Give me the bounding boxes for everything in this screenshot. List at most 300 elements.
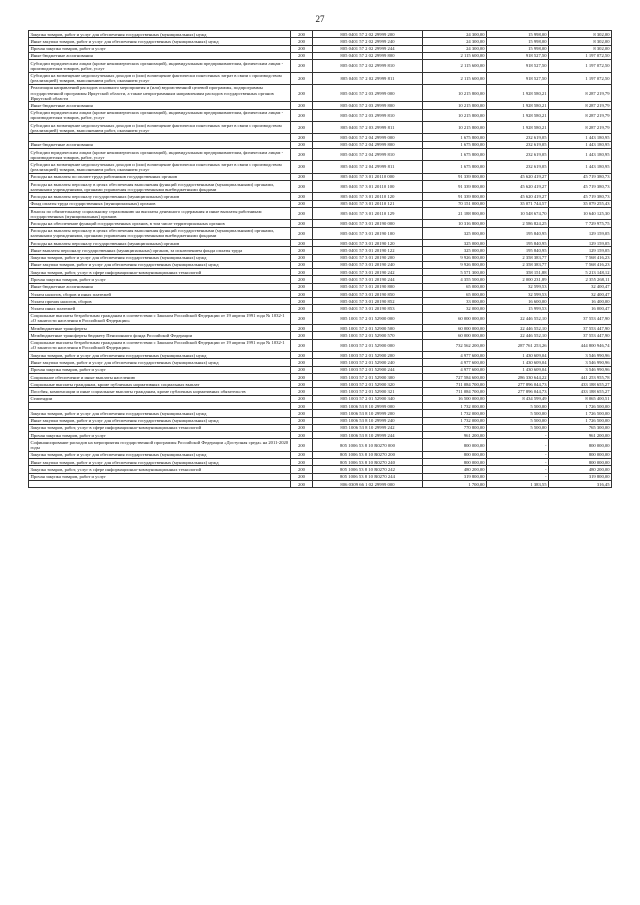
row-line-code-cell: 200 <box>291 45 313 52</box>
row-name-cell: Закупка товаров, работ и услуг для обеспечения государственных (муниципальных) нужд <box>29 31 291 38</box>
table-row <box>29 141 612 148</box>
row-name-cell: Субсидии на возмещение недополученных доходов и (или) возмещение фактически понесенных затрат в связи с производством (реализацией) товаров, выполнением работ, оказанием услуг <box>29 72 291 84</box>
row-budget-code-cell: 805 1001 57 2 01 52900 500 <box>313 325 423 332</box>
row-budget-code-cell: 805 0401 57 2 03 29999 000 <box>313 84 423 101</box>
row-approved-amount-cell: 91 339 800,00 <box>423 193 487 200</box>
row-budget-code-cell: 805 0401 57 2 02 29999 244 <box>313 45 423 52</box>
row-name-cell: Уплата налогов, сборов и иных платежей <box>29 290 291 297</box>
row-line-code-cell: 200 <box>291 332 313 339</box>
row-remaining-amount-cell: 7 568 416,23 <box>549 254 612 261</box>
row-line-code-cell: 200 <box>291 290 313 297</box>
row-remaining-amount-cell: 8 287 219,79 <box>549 84 612 101</box>
table-row <box>29 480 612 487</box>
row-approved-amount-cell: 70 151 000,00 <box>423 200 487 207</box>
row-name-cell: Иные закупки товаров, работ и услуг для обеспечения государственных (муниципальных) нужд <box>29 261 291 268</box>
row-remaining-amount-cell: 8 302,00 <box>549 38 612 45</box>
row-line-code-cell: 200 <box>291 109 313 121</box>
row-line-code-cell: 200 <box>291 84 313 101</box>
row-name-cell: Взносы по обязательному социальному страхованию на выплаты денежного содержания и иные выплаты работникам государственных (муниципальных) органов <box>29 207 291 219</box>
row-name-cell: Прочая закупка товаров, работ и услуг <box>29 45 291 52</box>
row-name-cell: Реализация направлений расходов основного мероприятия и (или) ведомственной целевой программы, подпрограммы государственной программы Иркутской области, а также непрограммным направлениям расходов государственных органов Иркутской области <box>29 84 291 101</box>
table-row <box>29 283 612 290</box>
row-budget-code-cell: 805 1003 57 2 01 52900 200 <box>313 352 423 359</box>
table-row <box>29 459 612 466</box>
row-approved-amount-cell: 1 732 000,00 <box>423 410 487 417</box>
row-name-cell: Субсидии юридическим лицам (кроме некоммерческих организаций), индивидуальным предпринимателям, физическим лицам - производителям товаров, работ, услуг <box>29 148 291 160</box>
row-executed-amount-cell: 15 999,53 <box>487 305 549 312</box>
table-row <box>29 239 612 246</box>
row-budget-code-cell: 805 0401 57 2 02 29999 810 <box>313 60 423 72</box>
row-executed-amount-cell: 15 998,00 <box>487 45 549 52</box>
table-row <box>29 109 612 121</box>
row-budget-code-cell: 805 1003 57 2 01 52900 300 <box>313 373 423 380</box>
row-approved-amount-cell: 24 300,00 <box>423 38 487 45</box>
row-line-code-cell: 200 <box>291 72 313 84</box>
row-name-cell: Закупка товаров, работ и услуг для обеспечения государственных (муниципальных) нужд <box>29 451 291 458</box>
row-approved-amount-cell: 91 339 800,00 <box>423 180 487 192</box>
table-row <box>29 312 612 324</box>
row-remaining-amount-cell: 35 079 255,43 <box>549 200 612 207</box>
row-budget-code-cell: 805 0401 57 2 03 29999 800 <box>313 102 423 109</box>
row-budget-code-cell: 805 0401 57 2 02 29999 240 <box>313 38 423 45</box>
row-remaining-amount-cell: 7 729 975,75 <box>549 220 612 227</box>
table-row <box>29 200 612 207</box>
row-line-code-cell: 200 <box>291 161 313 173</box>
table-row <box>29 45 612 52</box>
row-remaining-amount-cell: 37 553 447,90 <box>549 312 612 324</box>
row-approved-amount-cell: 9 926 800,00 <box>423 254 487 261</box>
row-executed-amount-cell: 232 619,05 <box>487 161 549 173</box>
row-executed-amount-cell: 1 430 609,04 <box>487 359 549 366</box>
row-approved-amount-cell: 480 200,00 <box>423 466 487 473</box>
row-remaining-amount-cell: 8 287 219,79 <box>549 122 612 134</box>
row-approved-amount-cell: 2 115 600,00 <box>423 72 487 84</box>
row-approved-amount-cell: 800 000,00 <box>423 459 487 466</box>
row-executed-amount-cell: 15 998,00 <box>487 31 549 38</box>
row-name-cell: Иные закупки товаров, работ и услуг для обеспечения государственных (муниципальных) нужд <box>29 38 291 45</box>
table-row <box>29 84 612 101</box>
row-line-code-cell: 200 <box>291 451 313 458</box>
row-budget-code-cell: 805 0401 57 3 01 20190 853 <box>313 305 423 312</box>
row-remaining-amount-cell: 8 065 400,51 <box>549 395 612 402</box>
row-remaining-amount-cell: 1 726 500,00 <box>549 403 612 410</box>
page-number: 27 <box>315 14 325 24</box>
row-name-cell: Иные закупки товаров, работ и услуг для обеспечения государственных (муниципальных) нужд <box>29 417 291 424</box>
row-approved-amount-cell: 16 500 000,00 <box>423 395 487 402</box>
row-executed-amount-cell: 22 446 552,10 <box>487 332 549 339</box>
row-budget-code-cell: 805 1006 53 8 10 R0270 242 <box>313 466 423 473</box>
row-remaining-amount-cell: 800 000,00 <box>549 459 612 466</box>
row-executed-amount-cell: 45 620 419,27 <box>487 180 549 192</box>
row-remaining-amount-cell: 765 300,00 <box>549 424 612 431</box>
row-line-code-cell: 200 <box>291 38 313 45</box>
row-approved-amount-cell: 10 215 800,00 <box>423 109 487 121</box>
table-row <box>29 102 612 109</box>
table-row <box>29 60 612 72</box>
row-remaining-amount-cell: 2 355 268,11 <box>549 276 612 283</box>
row-budget-code-cell: 805 1006 53 8 10 29999 240 <box>313 417 423 424</box>
row-line-code-cell: 200 <box>291 239 313 246</box>
row-line-code-cell: 200 <box>291 148 313 160</box>
table-row <box>29 173 612 180</box>
table-row <box>29 220 612 227</box>
row-name-cell: Закупка товаров, работ, услуг в сфере информационно-коммуникационных технологий <box>29 424 291 431</box>
row-remaining-amount-cell: 8 287 219,79 <box>549 109 612 121</box>
row-line-code-cell: 200 <box>291 207 313 219</box>
row-approved-amount-cell: 1 675 800,00 <box>423 134 487 141</box>
row-approved-amount-cell: 91 339 800,00 <box>423 173 487 180</box>
row-budget-code-cell: 805 0401 57 3 01 20190 850 <box>313 290 423 297</box>
row-name-cell: Социальное обеспечение и иные выплаты населению <box>29 373 291 380</box>
row-approved-amount-cell: 10 215 800,00 <box>423 84 487 101</box>
table-row <box>29 31 612 38</box>
row-remaining-amount-cell: 441 253 955,78 <box>549 373 612 380</box>
table-row <box>29 180 612 192</box>
row-name-cell: Расходы на выплаты по оплате труда работников государственных органов <box>29 173 291 180</box>
row-name-cell: Социальные выплаты гражданам, кроме публичных нормативных социальных выплат <box>29 381 291 388</box>
row-executed-amount-cell: 8 434 599,49 <box>487 395 549 402</box>
row-executed-amount-cell: 5 500,00 <box>487 424 549 431</box>
row-line-code-cell: 200 <box>291 432 313 439</box>
row-remaining-amount-cell: 16 000,47 <box>549 305 612 312</box>
row-approved-amount-cell: 10 316 800,00 <box>423 220 487 227</box>
row-line-code-cell: 200 <box>291 388 313 395</box>
table-row <box>29 388 612 395</box>
row-executed-amount-cell: 1 430 609,04 <box>487 366 549 373</box>
row-remaining-amount-cell: 45 719 380,73 <box>549 193 612 200</box>
row-remaining-amount-cell: 316,45 <box>549 480 612 487</box>
row-budget-code-cell: 805 1006 53 8 10 29999 000 <box>313 403 423 410</box>
row-executed-amount-cell: 32 599,53 <box>487 290 549 297</box>
table-body <box>29 31 612 488</box>
row-executed-amount-cell: 2 000 231,89 <box>487 276 549 283</box>
row-name-cell: Расходы на выплаты персоналу в целях обеспечения выполнения функций государственными (муниципальными) органами, казенными учреждениями, органами управления государственными внебюджетными фондами <box>29 180 291 192</box>
table-row <box>29 227 612 239</box>
row-budget-code-cell: 805 1006 53 8 10 29999 200 <box>313 410 423 417</box>
row-executed-amount-cell: 2 586 824,25 <box>487 220 549 227</box>
table-row <box>29 261 612 268</box>
row-approved-amount-cell: 4 977 600,00 <box>423 359 487 366</box>
row-executed-amount-cell: 232 619,05 <box>487 134 549 141</box>
row-approved-amount-cell: 5 571 300,00 <box>423 269 487 276</box>
row-approved-amount-cell: 33 000,00 <box>423 298 487 305</box>
row-approved-amount-cell: 24 300,00 <box>423 31 487 38</box>
row-line-code-cell: 200 <box>291 254 313 261</box>
table-row <box>29 451 612 458</box>
row-name-cell: Социальные выплаты безработным гражданам в соответствии с Законом Российской Федерации от 19 апреля 1991 года № 1032-1 «О занятости населения в Российской Федерации» <box>29 312 291 324</box>
row-executed-amount-cell: 195 840,95 <box>487 247 549 254</box>
row-executed-amount-cell: 45 620 419,27 <box>487 173 549 180</box>
row-name-cell: Социальные выплаты безработным гражданам в соответствии с Законом Российской Федерации от 19 апреля 1991 года № 1032-1 «О занятости населения в Российской Федерации» <box>29 339 291 351</box>
row-budget-code-cell: 805 1003 57 2 01 52900 340 <box>313 395 423 402</box>
row-remaining-amount-cell: 1 197 072,50 <box>549 72 612 84</box>
row-budget-code-cell: 805 0401 57 2 03 29999 811 <box>313 122 423 134</box>
table-row <box>29 473 612 480</box>
row-name-cell: Прочая закупка товаров, работ и услуг <box>29 366 291 373</box>
row-line-code-cell: 200 <box>291 373 313 380</box>
row-approved-amount-cell: 10 215 800,00 <box>423 102 487 109</box>
row-executed-amount-cell: 22 446 552,10 <box>487 325 549 332</box>
row-name-cell: Прочая закупка товаров, работ и услуг <box>29 473 291 480</box>
row-remaining-amount-cell: 800 000,00 <box>549 439 612 451</box>
row-executed-amount-cell: - <box>487 459 549 466</box>
row-line-code-cell: 200 <box>291 339 313 351</box>
row-budget-code-cell: 805 0401 57 3 01 20110 000 <box>313 173 423 180</box>
row-budget-code-cell: 805 0401 57 2 02 29999 811 <box>313 72 423 84</box>
row-budget-code-cell: 805 0401 57 3 01 20190 120 <box>313 239 423 246</box>
row-budget-code-cell: 805 0401 57 2 02 29999 800 <box>313 52 423 59</box>
row-line-code-cell: 200 <box>291 466 313 473</box>
row-remaining-amount-cell: 129 159,05 <box>549 227 612 239</box>
table-row <box>29 122 612 134</box>
row-budget-code-cell: 805 0401 57 2 04 29999 800 <box>313 141 423 148</box>
row-executed-amount-cell: 287 761 253,26 <box>487 339 549 351</box>
row-approved-amount-cell: 24 300,00 <box>423 45 487 52</box>
row-budget-code-cell: 805 1003 57 2 01 52900 320 <box>313 381 423 388</box>
row-approved-amount-cell: 770 800,00 <box>423 424 487 431</box>
row-executed-amount-cell: 35 071 744,57 <box>487 200 549 207</box>
row-name-cell: Иные закупки товаров, работ и услуг для обеспечения государственных (муниципальных) нужд <box>29 359 291 366</box>
row-name-cell: Расходы на выплаты персоналу в целях обеспечения выполнения функций государственными (муниципальными) органами, казенными учреждениями, органами управления государственными внебюджетными фондами <box>29 227 291 239</box>
table-row <box>29 290 612 297</box>
row-line-code-cell: 200 <box>291 52 313 59</box>
row-executed-amount-cell: 15 998,00 <box>487 38 549 45</box>
row-remaining-amount-cell: 1 726 500,00 <box>549 410 612 417</box>
table-row <box>29 148 612 160</box>
row-remaining-amount-cell: 7 568 416,23 <box>549 261 612 268</box>
row-budget-code-cell: 805 0401 57 3 01 20190 240 <box>313 261 423 268</box>
row-line-code-cell: 200 <box>291 403 313 410</box>
row-approved-amount-cell: 1 675 800,00 <box>423 161 487 173</box>
row-name-cell: Иные бюджетные ассигнования <box>29 141 291 148</box>
table-row <box>29 72 612 84</box>
row-name-cell: Закупка товаров, работ и услуг для обеспечения государственных (муниципальных) нужд <box>29 410 291 417</box>
row-name-cell: Стипендии <box>29 395 291 402</box>
row-line-code-cell: 200 <box>291 298 313 305</box>
row-budget-code-cell: 805 1003 57 2 01 52900 240 <box>313 359 423 366</box>
row-name-cell: Субсидии юридическим лицам (кроме некоммерческих организаций), индивидуальным предпринимателям, физическим лицам - производителям товаров, работ, услуг <box>29 60 291 72</box>
row-name-cell: Расходы на обеспечение функций государственных органов, в том числе территориальных органов <box>29 220 291 227</box>
row-executed-amount-cell: 45 620 419,27 <box>487 193 549 200</box>
row-executed-amount-cell: 2 358 383,77 <box>487 254 549 261</box>
row-executed-amount-cell: 277 896 044,73 <box>487 381 549 388</box>
row-remaining-amount-cell: 8 302,00 <box>549 31 612 38</box>
table-row <box>29 254 612 261</box>
row-executed-amount-cell: 1 928 580,21 <box>487 109 549 121</box>
row-name-cell: Закупка товаров, работ, услуг в сфере информационно-коммуникационных технологий <box>29 269 291 276</box>
row-budget-code-cell: 805 1006 53 8 10 R0270 200 <box>313 451 423 458</box>
row-name-cell: Расходы на выплаты персоналу государственных (муниципальных) органов <box>29 193 291 200</box>
row-remaining-amount-cell: 480 200,00 <box>549 466 612 473</box>
row-line-code-cell: 200 <box>291 410 313 417</box>
row-line-code-cell: 200 <box>291 352 313 359</box>
row-line-code-cell: 200 <box>291 325 313 332</box>
table-row <box>29 325 612 332</box>
row-remaining-amount-cell: 800 000,00 <box>549 451 612 458</box>
row-remaining-amount-cell: 3 546 990,96 <box>549 359 612 366</box>
row-approved-amount-cell: 1 732 000,00 <box>423 417 487 424</box>
row-budget-code-cell: 805 1001 57 2 01 52900 570 <box>313 332 423 339</box>
row-remaining-amount-cell: 319 800,00 <box>549 473 612 480</box>
row-approved-amount-cell: 2 115 600,00 <box>423 60 487 72</box>
row-name-cell: Иные закупки товаров, работ и услуг для обеспечения государственных (муниципальных) нужд <box>29 459 291 466</box>
row-approved-amount-cell: 800 000,00 <box>423 439 487 451</box>
table-row <box>29 359 612 366</box>
row-remaining-amount-cell: 1 443 180,95 <box>549 134 612 141</box>
row-budget-code-cell: 805 1003 57 2 01 52900 244 <box>313 366 423 373</box>
row-executed-amount-cell: 1 430 609,04 <box>487 352 549 359</box>
row-remaining-amount-cell: 8 302,00 <box>549 45 612 52</box>
row-remaining-amount-cell: 129 159,05 <box>549 247 612 254</box>
row-line-code-cell: 200 <box>291 276 313 283</box>
row-budget-code-cell: 805 0401 57 3 01 20190 000 <box>313 220 423 227</box>
row-remaining-amount-cell: 37 553 447,90 <box>549 332 612 339</box>
row-budget-code-cell: 805 0401 57 3 01 20190 242 <box>313 269 423 276</box>
row-executed-amount-cell: 16 600,00 <box>487 298 549 305</box>
row-line-code-cell: 200 <box>291 439 313 451</box>
row-budget-code-cell: 805 0401 57 3 01 20110 129 <box>313 207 423 219</box>
row-budget-code-cell: 805 1006 53 8 10 R0270 000 <box>313 439 423 451</box>
row-remaining-amount-cell: 3 546 990,96 <box>549 366 612 373</box>
row-line-code-cell: 200 <box>291 247 313 254</box>
row-approved-amount-cell: 727 584 600,00 <box>423 373 487 380</box>
row-line-code-cell: 200 <box>291 424 313 431</box>
row-executed-amount-cell: - <box>487 432 549 439</box>
row-remaining-amount-cell: 1 443 180,95 <box>549 161 612 173</box>
row-name-cell: Уплата прочих налогов, сборов <box>29 298 291 305</box>
row-line-code-cell: 200 <box>291 200 313 207</box>
table-row <box>29 298 612 305</box>
table-row <box>29 161 612 173</box>
row-line-code-cell: 200 <box>291 480 313 487</box>
row-line-code-cell: 200 <box>291 60 313 72</box>
row-approved-amount-cell: 10 215 800,00 <box>423 122 487 134</box>
row-approved-amount-cell: 325 000,00 <box>423 247 487 254</box>
row-executed-amount-cell: 2 358 383,77 <box>487 261 549 268</box>
row-line-code-cell: 200 <box>291 269 313 276</box>
row-approved-amount-cell: 2 115 600,00 <box>423 52 487 59</box>
row-line-code-cell: 200 <box>291 134 313 141</box>
row-executed-amount-cell: - <box>487 451 549 458</box>
row-budget-code-cell: 805 0401 57 3 01 20190 244 <box>313 276 423 283</box>
row-remaining-amount-cell: 1 443 180,95 <box>549 141 612 148</box>
row-line-code-cell: 200 <box>291 395 313 402</box>
row-name-cell: Иные бюджетные ассигнования <box>29 102 291 109</box>
budget-execution-table <box>28 30 612 488</box>
row-line-code-cell: 200 <box>291 359 313 366</box>
row-approved-amount-cell: 319 800,00 <box>423 473 487 480</box>
row-line-code-cell: 200 <box>291 180 313 192</box>
row-name-cell: Прочая закупка товаров, работ и услуг <box>29 276 291 283</box>
row-budget-code-cell: 805 1003 57 2 01 52900 000 <box>313 339 423 351</box>
row-remaining-amount-cell: 1 197 072,50 <box>549 60 612 72</box>
row-budget-code-cell: 805 0401 57 3 01 20190 100 <box>313 227 423 239</box>
row-approved-amount-cell: 711 084 700,00 <box>423 381 487 388</box>
row-approved-amount-cell: 1 675 800,00 <box>423 148 487 160</box>
row-approved-amount-cell: 32 000,00 <box>423 305 487 312</box>
row-budget-code-cell: 805 1006 53 8 10 29999 242 <box>313 424 423 431</box>
row-budget-code-cell: 805 0401 57 3 01 20110 120 <box>313 193 423 200</box>
row-remaining-amount-cell: 433 188 655,27 <box>549 388 612 395</box>
row-name-cell: Иные выплаты персоналу государственных (муниципальных) органов, за исключением фонда оплаты труда <box>29 247 291 254</box>
row-remaining-amount-cell: 37 553 447,90 <box>549 325 612 332</box>
row-approved-amount-cell: 4 355 500,00 <box>423 276 487 283</box>
row-line-code-cell: 200 <box>291 227 313 239</box>
table-row <box>29 305 612 312</box>
row-budget-code-cell: 805 1006 53 8 10 R0270 244 <box>313 473 423 480</box>
row-name-cell: Иные бюджетные ассигнования <box>29 52 291 59</box>
table-row <box>29 432 612 439</box>
table-row <box>29 134 612 141</box>
row-name-cell: Субсидии на возмещение недополученных доходов и (или) возмещение фактически понесенных затрат в связи с производством (реализацией) товаров, выполнением работ, оказанием услуг <box>29 161 291 173</box>
row-budget-code-cell: 805 0401 57 2 04 29999 810 <box>313 148 423 160</box>
budget-execution-table-container <box>28 30 611 488</box>
row-budget-code-cell: 805 0401 57 3 01 20190 122 <box>313 247 423 254</box>
row-executed-amount-cell: 232 619,05 <box>487 148 549 160</box>
row-executed-amount-cell: 10 548 674,70 <box>487 207 549 219</box>
table-row <box>29 207 612 219</box>
row-line-code-cell: 200 <box>291 173 313 180</box>
row-line-code-cell: 200 <box>291 283 313 290</box>
row-executed-amount-cell: 918 527,50 <box>487 72 549 84</box>
row-line-code-cell: 200 <box>291 220 313 227</box>
row-executed-amount-cell: 5 500,00 <box>487 410 549 417</box>
row-executed-amount-cell: 5 500,00 <box>487 403 549 410</box>
table-row <box>29 366 612 373</box>
row-remaining-amount-cell: 32 400,47 <box>549 283 612 290</box>
row-name-cell: Закупка товаров, работ, услуг в сфере информационно-коммуникационных технологий <box>29 466 291 473</box>
table-row <box>29 193 612 200</box>
table-row <box>29 247 612 254</box>
row-remaining-amount-cell: 45 719 380,73 <box>549 180 612 192</box>
row-line-code-cell: 200 <box>291 305 313 312</box>
row-line-code-cell: 200 <box>291 193 313 200</box>
row-executed-amount-cell: - <box>487 466 549 473</box>
row-name-cell: Закупка товаров, работ и услуг для обеспечения государственных (муниципальных) нужд <box>29 254 291 261</box>
row-executed-amount-cell: 5 500,00 <box>487 417 549 424</box>
table-row <box>29 332 612 339</box>
row-remaining-amount-cell: 32 400,47 <box>549 290 612 297</box>
row-approved-amount-cell: 1 732 000,00 <box>423 403 487 410</box>
table-row <box>29 276 612 283</box>
table-row <box>29 269 612 276</box>
table-row <box>29 352 612 359</box>
row-budget-code-cell: 805 1001 57 2 01 52900 000 <box>313 312 423 324</box>
row-line-code-cell: 200 <box>291 102 313 109</box>
row-name-cell: Пособия, компенсации и иные социальные выплаты гражданам, кроме публичных нормативных обязательств <box>29 388 291 395</box>
row-budget-code-cell: 805 0401 57 2 04 29999 811 <box>313 161 423 173</box>
row-executed-amount-cell: 918 527,50 <box>487 60 549 72</box>
table-row <box>29 439 612 451</box>
row-approved-amount-cell: 9 926 800,00 <box>423 261 487 268</box>
row-approved-amount-cell: 60 000 000,00 <box>423 332 487 339</box>
row-approved-amount-cell: 60 000 000,00 <box>423 325 487 332</box>
row-approved-amount-cell: 65 000,00 <box>423 290 487 297</box>
row-budget-code-cell: 805 1003 57 2 01 52900 321 <box>313 388 423 395</box>
row-approved-amount-cell: 325 000,00 <box>423 227 487 239</box>
row-executed-amount-cell: 1 928 580,21 <box>487 122 549 134</box>
row-budget-code-cell: 805 1006 53 8 10 R0270 240 <box>313 459 423 466</box>
table-row <box>29 381 612 388</box>
row-line-code-cell: 200 <box>291 381 313 388</box>
row-executed-amount-cell: - <box>487 473 549 480</box>
row-remaining-amount-cell: 1 443 180,95 <box>549 148 612 160</box>
row-approved-amount-cell: 4 977 600,00 <box>423 366 487 373</box>
row-approved-amount-cell: 60 000 000,00 <box>423 312 487 324</box>
row-approved-amount-cell: 325 000,00 <box>423 239 487 246</box>
row-remaining-amount-cell: 1 726 500,00 <box>549 417 612 424</box>
row-budget-code-cell: 805 0401 57 3 01 20110 121 <box>313 200 423 207</box>
